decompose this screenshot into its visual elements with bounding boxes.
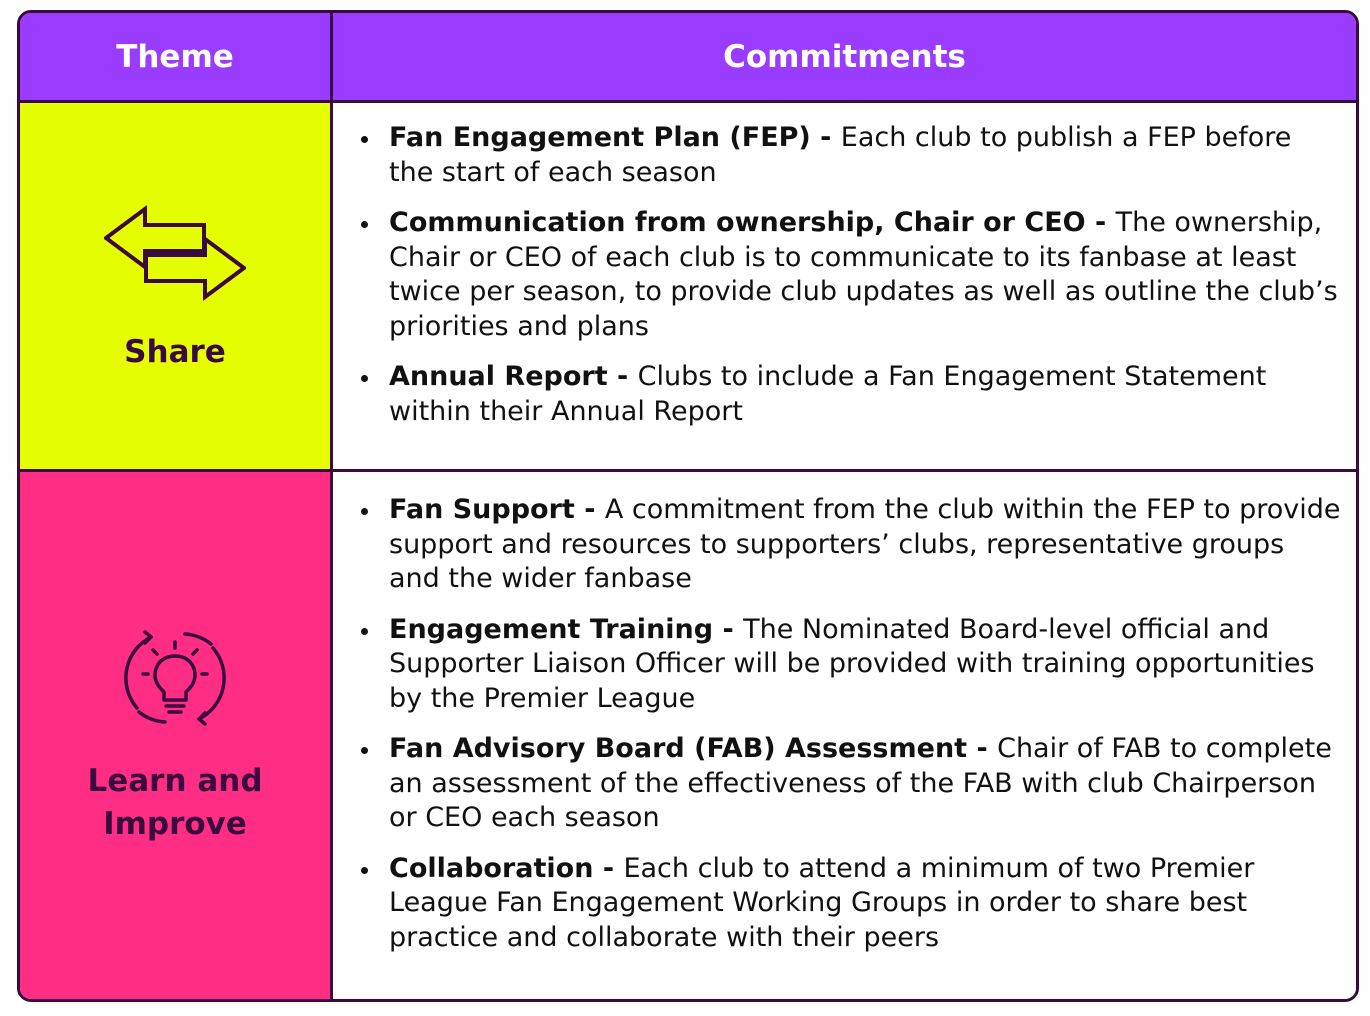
list-item: Collaboration - Each club to attend a minimum of two Premier League Fan Engagement Working Groups in order to share best practice and collaborate with their peers [359, 852, 1342, 956]
list-item: Fan Advisory Board (FAB) Assessment - Chair of FAB to complete an assessment of the effectiveness of the FAB with club Chairperson or CEO each season [359, 732, 1342, 836]
lightbulb-cycle-icon [115, 628, 235, 728]
list-item: Communication from ownership, Chair or CEO - The ownership, Chair or CEO of each club is to communicate to its fanbase at least twice per season, to provide club updates as well as outline the club’s priorities and plans [359, 206, 1342, 344]
commitments-table [17, 10, 1359, 1002]
list-item: Fan Engagement Plan (FEP) - Each club to publish a FEP before the start of each season [359, 121, 1342, 190]
column-divider [330, 13, 333, 999]
theme-cell-share [20, 103, 330, 469]
list-item: Fan Support - A commitment from the club within the FEP to provide support and resources to supporters’ clubs, representative groups and the wider fanbase [359, 493, 1342, 597]
theme-label-learn-and-improve: Learn and Improve [87, 762, 263, 842]
exchange-arrows-icon [104, 205, 246, 305]
theme-cell-learn-and-improve [20, 472, 330, 999]
table-header [20, 13, 1356, 103]
list-item: Annual Report - Clubs to include a Fan Engagement Statement within their Annual Report [359, 360, 1342, 429]
theme-label-share: Share [124, 333, 226, 370]
header-commitments: Commitments [723, 38, 966, 75]
commitments-share [333, 103, 1356, 469]
commitments-learn-and-improve [333, 472, 1356, 999]
header-theme: Theme [116, 38, 234, 75]
list-item: Engagement Training - The Nominated Board-level official and Supporter Liaison Officer will be provided with training opportunities by the Premier League [359, 613, 1342, 717]
